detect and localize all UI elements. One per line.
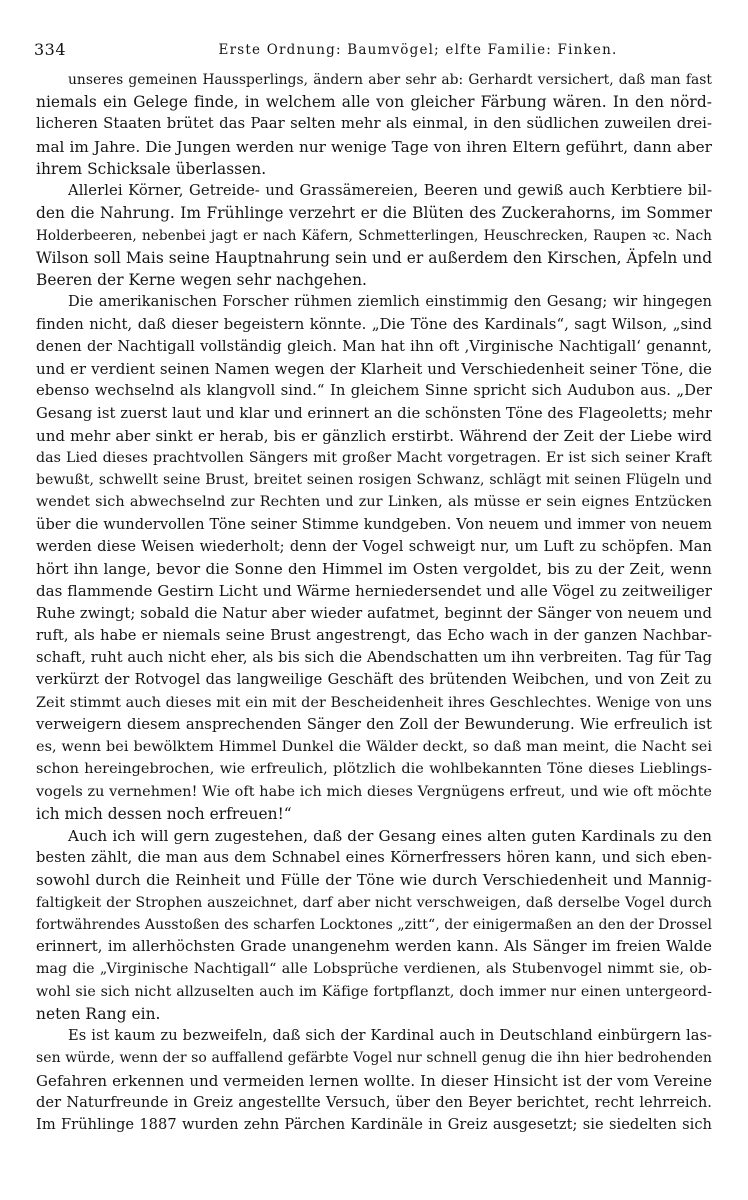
text-line: ebenso wechselnd als klangvoll sind.“ In gleichem Sinne spricht sich Audubon aus. „Der	[36, 382, 712, 400]
page-number: 334	[34, 40, 67, 59]
text-line: ihrem Schicksale überlassen.	[36, 159, 267, 178]
text-line: bewußt, schwellt seine Brust, breitet seinen rosigen Schwanz, schlägt mit seinen Flügeln und	[36, 472, 712, 489]
text-line: fortwährendes Ausstoßen des scharfen Locktones „zitt“, der einigermaßen an den der Drossel	[36, 916, 712, 933]
paragraph	[36, 825, 712, 1025]
text-line: Es ist kaum zu bezweifeln, daß sich der Kardinal auch in Deutschland einbürgern las-	[68, 1027, 712, 1045]
paragraph	[36, 69, 712, 180]
paragraph	[36, 1025, 712, 1136]
text-line: schon hereingebrochen, wie erfreulich, plötzlich die wohlbekannten Töne dieses Lieblings-	[36, 761, 712, 778]
text-line: Ruhe zwingt; sobald die Natur aber wieder aufatmet, beginnt der Sänger von neuem und	[36, 604, 712, 622]
text-line: wohl sie sich nicht allzuselten auch im Käfige fortpflanzt, doch immer nur einen untergeord-	[36, 983, 712, 1000]
text-line: Die amerikanischen Forscher rühmen ziemlich einstimmig den Gesang; wir hingegen	[68, 293, 712, 311]
text-line: verweigern diesem ansprechenden Sänger den Zoll der Bewunderung. Wie erfreulich ist	[36, 715, 712, 733]
text-line: Im Frühlinge 1887 wurden zehn Pärchen Kardinäle in Greiz ausgesetzt; sie siedelten sich	[36, 1116, 712, 1134]
text-line: und mehr aber sinkt er herab, bis er gänzlich erstirbt. Während der Zeit der Liebe wird	[36, 426, 712, 445]
text-line: über die wundervollen Töne seiner Stimme kundgeben. Von neuem und immer von neuem	[36, 515, 712, 533]
paragraph	[36, 291, 712, 825]
text-line: der Naturfreunde in Greiz angestellte Versuch, über den Beyer berichtet, recht lehrreich.	[36, 1093, 712, 1111]
text-line: Allerlei Körner, Getreide- und Grassämereien, Beeren und gewiß auch Kerbtiere bil-	[68, 182, 712, 200]
text-line: werden diese Weisen wiederholt; denn der Vogel schweigt nur, um Luft zu schöpfen. Man	[36, 537, 712, 555]
text-line: das Lied dieses prachtvollen Sängers mit großer Macht vorgetragen. Er ist sich seiner Kraft	[36, 449, 712, 466]
text-line: Wilson soll Mais seine Hauptnahrung sein und er außerdem den Kirschen, Äpfeln und	[36, 248, 713, 267]
text-line: ruft, als habe er niemals seine Brust angestrengt, das Echo wach in der ganzen Nachbar-	[36, 626, 712, 644]
text-line: neten Rang ein.	[36, 1004, 161, 1023]
text-line: niemals ein Gelege finde, in welchem alle von gleicher Färbung wären. In den nörd-	[36, 93, 712, 112]
text-line: ich mich dessen noch erfreuen!“	[36, 804, 292, 823]
body-text	[36, 69, 712, 1136]
text-line: es, wenn bei bewölktem Himmel Dunkel die Wälder deckt, so daß man meint, die Nacht sei	[36, 739, 712, 756]
text-line: Beeren der Kerne wegen sehr nachgehen.	[36, 271, 367, 290]
text-line: Gefahren erkennen und vermeiden lernen wollte. In dieser Hinsicht ist der vom Vereine	[36, 1071, 712, 1090]
text-line: verkürzt der Rotvogel das langweilige Geschäft des brütenden Weibchen, und von Zeit zu	[36, 671, 712, 689]
text-line: finden nicht, daß dieser begeistern könnte. „Die Töne des Kardinals“, sagt Wilson, „sind	[36, 315, 712, 333]
page-header	[34, 40, 712, 66]
text-line: faltigkeit der Strophen auszeichnet, darf aber nicht verschweigen, daß derselbe Vogel durch	[36, 894, 712, 911]
text-line: sen würde, wenn der so auffallend gefärbte Vogel nur schnell genug die ihn hier bedrohenden	[36, 1050, 712, 1067]
text-line: den die Nahrung. Im Frühlinge verzehrt er die Blüten des Zuckerahorns, im Sommer	[36, 204, 712, 223]
text-line: Auch ich will gern zugestehen, daß der Gesang eines alten guten Kardinals zu den	[68, 826, 712, 845]
text-line: schaft, ruht auch nicht eher, als bis sich die Abendschatten um ihn verbreiten. Tag für Tag	[36, 649, 712, 667]
text-line: sowohl durch die Reinheit und Fülle der Töne wie durch Verschiedenheit und Mannig-	[36, 871, 712, 890]
text-line: denen der Nachtigall vollständig gleich. Man hat ihn oft ‚Virginische Nachtigall‘ genannt,	[36, 337, 712, 355]
text-line: erinnert, im allerhöchsten Grade unangenehm werden kann. Als Sänger im freien Walde	[36, 938, 712, 956]
text-line: wendet sich abwechselnd zur Rechten und zur Linken, als müsse er sein eignes Entzücken	[36, 494, 712, 511]
text-line: unseres gemeinen Haussperlings, ändern aber sehr ab: Gerhardt versichert, daß man fast	[68, 72, 712, 88]
paragraph	[36, 180, 712, 291]
text-line: hört ihn lange, bevor die Sonne den Himmel im Osten vergoldet, bis zu der Zeit, wenn	[36, 560, 712, 579]
text-line: licheren Staaten brütet das Paar selten mehr als einmal, in den südlichen zuweilen drei-	[36, 115, 712, 133]
text-line: vogels zu vernehmen! Wie oft habe ich mich dieses Vergnügens erfreut, und wie oft möchte	[36, 783, 712, 800]
running-head: Erste Ordnung: Baumvögel; elfte Familie: Finken.	[218, 42, 618, 58]
text-line: Zeit stimmt auch dieses mit ein mit der Bescheidenheit ihres Geschlechtes. Wenige von uns	[36, 694, 712, 711]
text-line: Gesang ist zuerst laut und klar und erinnert an die schönsten Töne des Flageoletts; mehr	[36, 404, 712, 422]
text-line: Holderbeeren, nebenbei jagt er nach Käfern, Schmetterlingen, Heuschrecken, Raupen ꝛc. Nach	[36, 227, 712, 244]
text-line: und er verdient seinen Namen wegen der Klarheit und Verschiedenheit seiner Töne, die	[36, 360, 712, 379]
text-line: besten zählt, die man aus dem Schnabel eines Körnerfressers hören kann, und sich eben-	[36, 849, 712, 867]
text-line: mal im Jahre. Die Jungen werden nur wenige Tage von ihren Eltern geführt, dann aber	[36, 137, 712, 156]
text-line: das flammende Gestirn Licht und Wärme herniedersendet und alle Vögel zu zeitweiliger	[36, 582, 712, 601]
text-line: mag die „Virginische Nachtigall“ alle Lobsprüche verdienen, als Stubenvogel nimmt sie, ob-	[36, 961, 712, 978]
